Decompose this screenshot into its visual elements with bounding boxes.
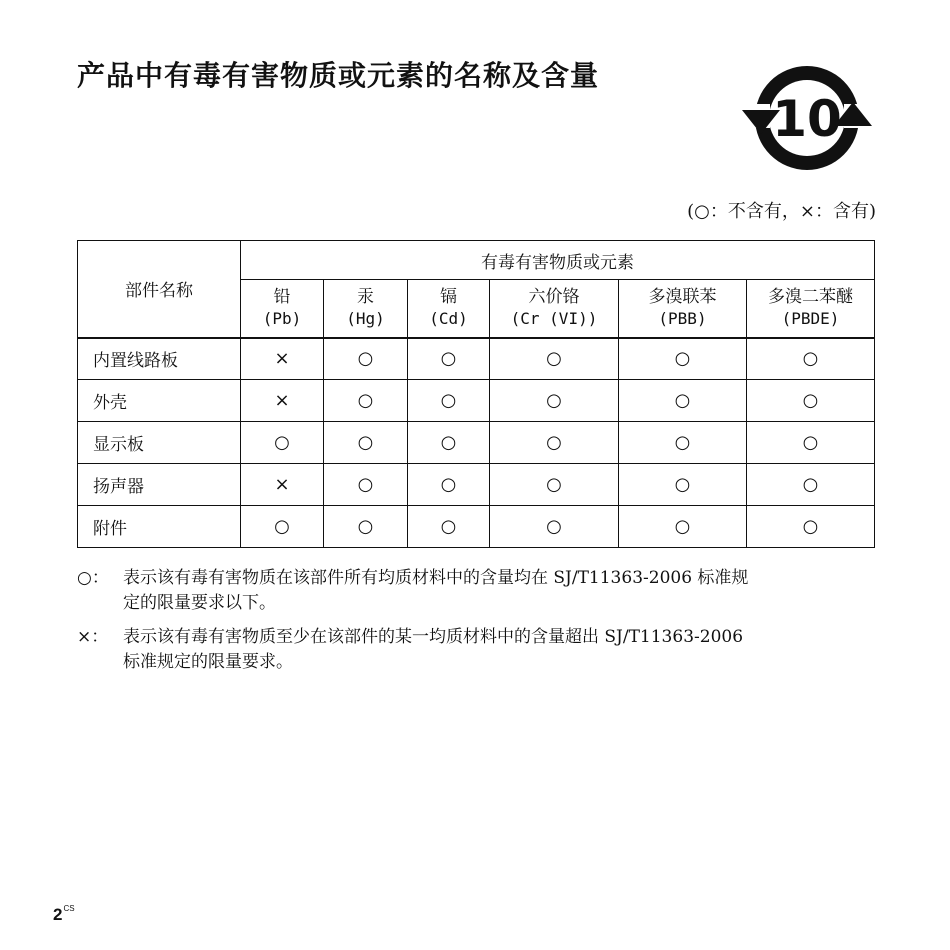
note-cross bbox=[77, 625, 877, 675]
substance-mark-cell: ○ bbox=[324, 338, 408, 380]
substance-header bbox=[241, 280, 324, 338]
substance-mark-cell: ○ bbox=[619, 338, 747, 380]
table-row bbox=[78, 380, 875, 422]
substance-mark-cell: ○ bbox=[324, 380, 408, 422]
substance-mark-cell: ○ bbox=[490, 380, 619, 422]
page-number bbox=[53, 904, 75, 925]
substance-mark-cell: ○ bbox=[747, 464, 875, 506]
substance-name: 镉 bbox=[440, 287, 457, 308]
table-row bbox=[78, 506, 875, 548]
substance-mark-cell: ○ bbox=[490, 422, 619, 464]
note-cross-line-1: 表示该有毒有害物质至少在该部件的某一均质材料中的含量超出 SJ/T11363-2006 bbox=[123, 627, 744, 647]
efup-10-icon bbox=[740, 60, 875, 180]
substance-header bbox=[747, 280, 875, 338]
substance-name: 多溴联苯 bbox=[648, 287, 717, 308]
substance-group-header: 有毒有害物质或元素 bbox=[241, 241, 875, 280]
page-number-value: 2 bbox=[53, 905, 63, 924]
substance-mark-cell: ○ bbox=[408, 338, 490, 380]
table-row bbox=[78, 422, 875, 464]
substance-mark-cell: ○ bbox=[408, 506, 490, 548]
substance-symbol: (Pb) bbox=[262, 309, 302, 329]
substance-mark-cell: ○ bbox=[619, 464, 747, 506]
part-name-cell: 扬声器 bbox=[78, 464, 241, 506]
note-cross-line-2: 标准规定的限量要求。 bbox=[123, 652, 293, 672]
substance-mark-cell: ○ bbox=[408, 464, 490, 506]
substance-mark-cell: × bbox=[241, 464, 324, 506]
substance-name: 六价铬 bbox=[528, 287, 580, 308]
substance-mark-cell: ○ bbox=[408, 380, 490, 422]
substance-name: 铅 bbox=[273, 287, 291, 308]
note-circle bbox=[77, 566, 877, 616]
substance-mark-cell: ○ bbox=[324, 464, 408, 506]
substance-mark-cell: ○ bbox=[747, 422, 875, 464]
substance-symbol: (Hg) bbox=[346, 309, 385, 329]
note-circle-line-2: 定的限量要求以下。 bbox=[123, 593, 276, 613]
substance-mark-cell: ○ bbox=[408, 422, 490, 464]
page-number-suffix: CS bbox=[63, 904, 75, 913]
substance-mark-cell: × bbox=[241, 380, 324, 422]
substance-header bbox=[490, 280, 619, 338]
table-row bbox=[78, 464, 875, 506]
note-circle-line-1: 表示该有毒有害物质在该部件所有均质材料中的含量均在 SJ/T11363-2006 标准规 bbox=[123, 568, 749, 588]
substance-mark-cell: ○ bbox=[324, 422, 408, 464]
substance-header bbox=[324, 280, 408, 338]
substance-header bbox=[408, 280, 490, 338]
table-row bbox=[78, 338, 875, 380]
substance-name: 多溴二苯醚 bbox=[768, 287, 854, 308]
page-title: 产品中有毒有害物质或元素的名称及含量 bbox=[77, 59, 600, 92]
substance-mark-cell: ○ bbox=[490, 338, 619, 380]
part-name-cell: 内置线路板 bbox=[78, 338, 241, 380]
part-name-cell: 外壳 bbox=[78, 380, 241, 422]
note-cross-symbol: ×： bbox=[77, 627, 109, 647]
legend-text: (○：不含有，×：含有) bbox=[687, 201, 876, 222]
substance-symbol: (PBDE) bbox=[781, 309, 840, 329]
substance-mark-cell: ○ bbox=[747, 338, 875, 380]
substance-mark-cell: ○ bbox=[241, 506, 324, 548]
substance-mark-cell: ○ bbox=[747, 506, 875, 548]
substance-mark-cell: ○ bbox=[241, 422, 324, 464]
substance-name: 汞 bbox=[357, 287, 374, 308]
logo-number: 10 bbox=[772, 90, 842, 148]
hazard-table bbox=[77, 240, 875, 548]
substance-mark-cell: ○ bbox=[490, 506, 619, 548]
substance-symbol: (Cr (VI)) bbox=[510, 309, 598, 329]
part-name-header: 部件名称 bbox=[78, 241, 241, 338]
substance-mark-cell: ○ bbox=[490, 464, 619, 506]
substance-symbol: (Cd) bbox=[429, 309, 468, 329]
substance-mark-cell: ○ bbox=[619, 422, 747, 464]
substance-mark-cell: ○ bbox=[324, 506, 408, 548]
substance-mark-cell: ○ bbox=[619, 506, 747, 548]
part-name-cell: 附件 bbox=[78, 506, 241, 548]
part-name-cell: 显示板 bbox=[78, 422, 241, 464]
note-circle-symbol: ○： bbox=[77, 568, 109, 588]
substance-mark-cell: × bbox=[241, 338, 324, 380]
substance-mark-cell: ○ bbox=[619, 380, 747, 422]
substance-symbol: (PBB) bbox=[658, 309, 707, 329]
substance-mark-cell: ○ bbox=[747, 380, 875, 422]
substance-header bbox=[619, 280, 747, 338]
